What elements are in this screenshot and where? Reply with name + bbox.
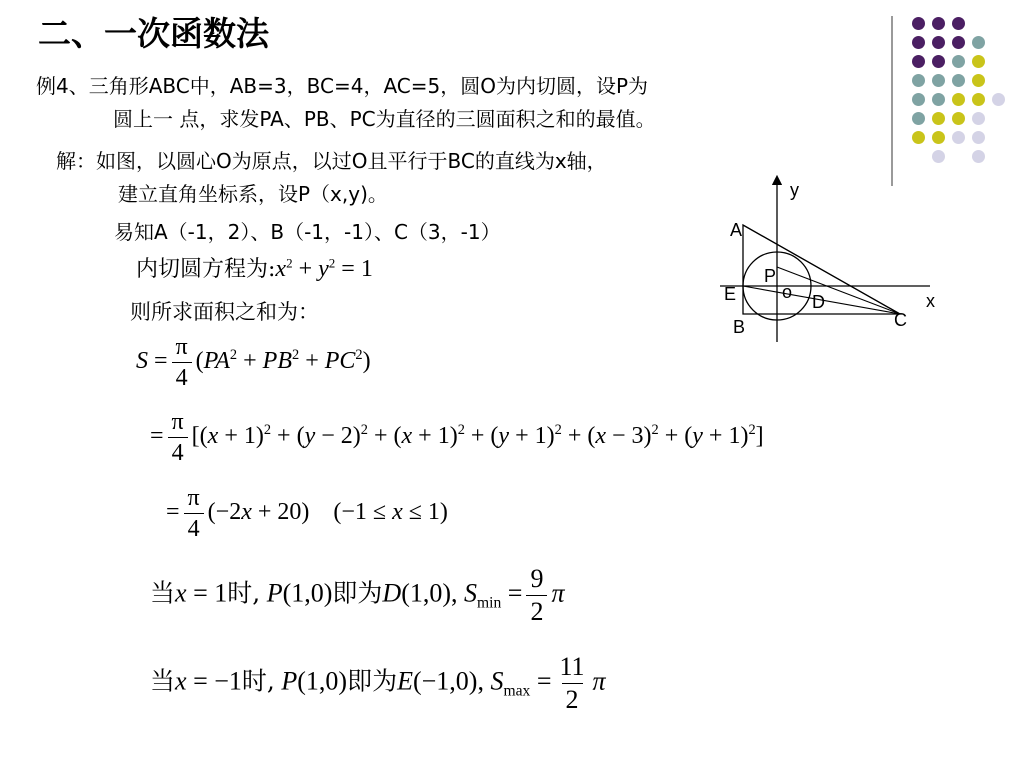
decor-dot — [932, 112, 945, 125]
label-p: P — [764, 266, 777, 286]
decor-dot — [912, 131, 925, 144]
label-e: E — [724, 284, 737, 304]
decor-dot — [972, 74, 985, 87]
decor-dot — [932, 150, 945, 163]
decor-dot — [912, 74, 925, 87]
formula-area-linear: = $\frac{\pi}{4}$ (−2x + 20) (−1 ≤ x ≤ 1) — [166, 485, 448, 542]
decor-dot — [952, 55, 965, 68]
incircle-equation: 内切圆方程为$:x^2 + y^2 = 1$ — [136, 255, 373, 282]
decor-dot — [912, 17, 925, 30]
decor-dot — [932, 131, 945, 144]
decor-dot — [972, 131, 985, 144]
formula-area-definition: S = $\frac{\pi}{4}$ $(PA^2 + PB^2 + PC^2)$ — [136, 334, 371, 391]
decor-dot — [932, 17, 945, 30]
label-c: C — [894, 310, 907, 330]
decor-dot — [952, 17, 965, 30]
decor-dot — [912, 112, 925, 125]
page-title: 二、一次函数法 — [38, 14, 269, 53]
label-a: A — [730, 220, 743, 240]
decor-dot — [952, 131, 965, 144]
solution-line-1: 解：如图，以圆心O为原点，以过O且平行于BC的直线为x轴， — [56, 149, 607, 173]
decorative-divider-line — [891, 16, 893, 186]
solution-line-2: 建立直角坐标系，设P（x,y)。 — [118, 182, 388, 206]
decor-dot — [932, 55, 945, 68]
label-b: B — [733, 317, 746, 337]
example-line-1: 例4、三角形ABC中，AB=3，BC=4，AC=5，圆O为内切圆，设P为 — [36, 74, 649, 98]
decor-dot — [932, 74, 945, 87]
label-o: o — [782, 282, 793, 302]
label-d: D — [812, 292, 825, 312]
decor-dot — [972, 55, 985, 68]
decor-dot — [972, 112, 985, 125]
formula-area-expanded: = $\frac{\pi}{4}$ $[(x + 1)^2 + (y - 2)^2 + (x + 1)^2 + (y + 1)^2 + (x - 3)^2 + (y + 1)^2]$ — [150, 409, 764, 466]
decor-dot — [932, 93, 945, 106]
decor-dot — [992, 93, 1005, 106]
label-x: x — [926, 291, 935, 311]
line-p-to-c — [777, 267, 900, 314]
decor-dot — [972, 150, 985, 163]
result-maximum: 当x = −1时, P(1,0)即为E(−1,0), $S_{max}$ = $\frac{11}{2}$ π — [150, 652, 606, 714]
incircle-label: 内切圆方程为: — [136, 257, 276, 282]
solution-coordinates: 易知A（-1，2）、B（-1，-1）、C（3，-1） — [114, 220, 501, 244]
decor-dot — [932, 36, 945, 49]
decor-dot — [972, 93, 985, 106]
geometry-figure — [720, 172, 950, 352]
decor-dot — [952, 112, 965, 125]
decor-dot — [972, 36, 985, 49]
decor-dot — [912, 55, 925, 68]
decor-dot — [912, 36, 925, 49]
decor-dot — [952, 93, 965, 106]
decor-dot — [912, 93, 925, 106]
decor-dot — [952, 36, 965, 49]
result-minimum: 当x = 1时, P(1,0)即为D(1,0), $S_{min}$ = $\frac{9}{2}$ π — [150, 564, 565, 626]
label-y: y — [790, 180, 799, 200]
decor-dot — [952, 74, 965, 87]
example-line-2: 圆上一 点，求发PA、PB、PC为直径的三圆面积之和的最值。 — [113, 107, 656, 131]
area-sum-label: 则所求面积之和为： — [130, 300, 319, 324]
